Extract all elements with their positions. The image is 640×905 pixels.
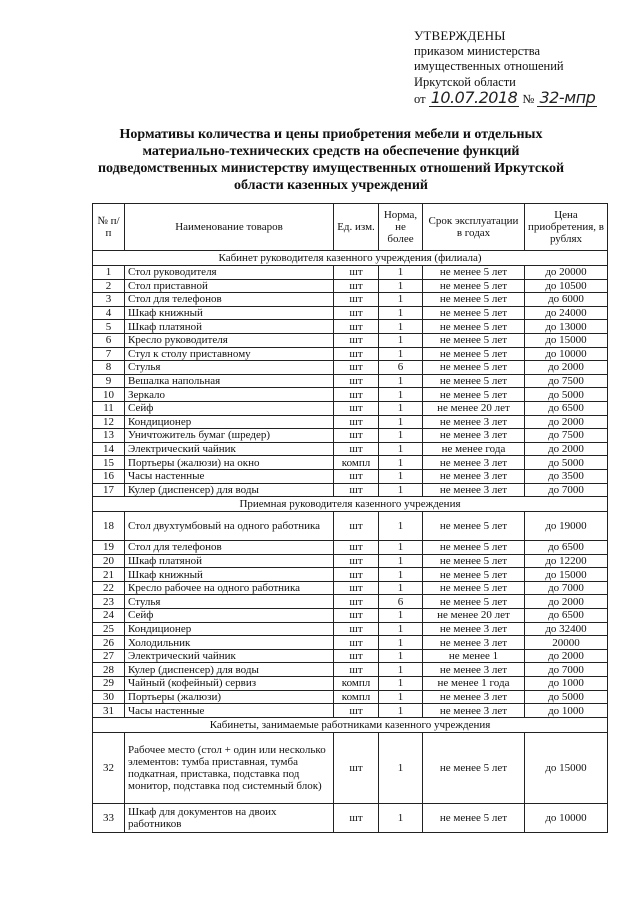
cell-number: 22 [93, 581, 125, 595]
cell-name: Стулья [125, 361, 334, 375]
cell-price: до 7000 [525, 581, 608, 595]
cell-norm: 6 [379, 361, 423, 375]
table-row [93, 415, 608, 429]
cell-unit: шт [334, 663, 379, 677]
cell-term: не менее 1 [423, 649, 525, 663]
cell-number: 31 [93, 704, 125, 718]
table-row [93, 704, 608, 718]
cell-unit: шт [334, 568, 379, 582]
cell-name: Кулер (диспенсер) для воды [125, 663, 334, 677]
cell-unit: шт [334, 347, 379, 361]
cell-unit: компл [334, 690, 379, 704]
cell-unit: шт [334, 622, 379, 636]
cell-price: до 6500 [525, 401, 608, 415]
cell-name: Часы настенные [125, 704, 334, 718]
table-row [93, 320, 608, 334]
cell-number: 14 [93, 442, 125, 456]
cell-number: 30 [93, 690, 125, 704]
cell-price: до 6500 [525, 541, 608, 555]
approval-line-2: имущественных отношений [414, 59, 564, 73]
cell-number: 28 [93, 663, 125, 677]
document-title: Нормативы количества и цены приобретения мебели и отдельных материально-технических средств на обеспечение функций подведомственных министерству имущественных отношений Иркутской области казенных учреждений [97, 127, 565, 193]
cell-price: до 5000 [525, 388, 608, 402]
cell-name: Кондиционер [125, 622, 334, 636]
table-row [93, 581, 608, 595]
cell-unit: компл [334, 456, 379, 470]
cell-name: Портьеры (жалюзи) [125, 690, 334, 704]
cell-term: не менее 5 лет [423, 266, 525, 280]
table-row [93, 347, 608, 361]
table-row [93, 456, 608, 470]
table-row [93, 541, 608, 555]
cell-term: не менее 3 лет [423, 456, 525, 470]
table-row [93, 512, 608, 541]
cell-price: до 2000 [525, 361, 608, 375]
cell-term: не менее 5 лет [423, 568, 525, 582]
table-row [93, 803, 608, 832]
cell-norm: 6 [379, 595, 423, 609]
cell-norm: 1 [379, 279, 423, 293]
cell-number: 18 [93, 512, 125, 541]
section-row [93, 717, 608, 732]
cell-number: 23 [93, 595, 125, 609]
table-row [93, 266, 608, 280]
table-row [93, 636, 608, 650]
cell-name: Кресло рабочее на одного работника [125, 581, 334, 595]
cell-number: 16 [93, 469, 125, 483]
cell-unit: шт [334, 333, 379, 347]
cell-term: не менее 3 лет [423, 429, 525, 443]
cell-price: до 7000 [525, 663, 608, 677]
cell-number: 10 [93, 388, 125, 402]
cell-name: Сейф [125, 401, 334, 415]
cell-term: не менее 5 лет [423, 732, 525, 803]
cell-unit: шт [334, 636, 379, 650]
cell-term: не менее 3 лет [423, 469, 525, 483]
cell-norm: 1 [379, 442, 423, 456]
table-row [93, 622, 608, 636]
cell-name: Холодильник [125, 636, 334, 650]
cell-term: не менее 20 лет [423, 609, 525, 623]
cell-term: не менее 3 лет [423, 636, 525, 650]
header-name: Наименование товаров [125, 204, 334, 251]
cell-name: Стол руководителя [125, 266, 334, 280]
cell-price: до 15000 [525, 333, 608, 347]
table-row [93, 609, 608, 623]
cell-name: Электрический чайник [125, 442, 334, 456]
cell-unit: шт [334, 581, 379, 595]
cell-number: 6 [93, 333, 125, 347]
cell-unit: шт [334, 541, 379, 555]
cell-name: Шкаф платяной [125, 554, 334, 568]
cell-price: до 32400 [525, 622, 608, 636]
cell-number: 25 [93, 622, 125, 636]
cell-term: не менее 5 лет [423, 554, 525, 568]
cell-norm: 1 [379, 581, 423, 595]
date-prefix: от [414, 92, 426, 106]
cell-name: Стол для телефонов [125, 541, 334, 555]
cell-unit: шт [334, 388, 379, 402]
table-row [93, 361, 608, 375]
cell-name: Рабочее место (стол + один или несколько элементов: тумба приставная, тумба подкатная, приставка, подставка под монитор, подставка под системный блок) [125, 732, 334, 803]
cell-name: Сейф [125, 609, 334, 623]
cell-price: до 7000 [525, 483, 608, 497]
cell-unit: шт [334, 483, 379, 497]
cell-unit: шт [334, 469, 379, 483]
cell-norm: 1 [379, 415, 423, 429]
cell-term: не менее 3 лет [423, 415, 525, 429]
cell-norm: 1 [379, 732, 423, 803]
handwritten-number: 32-мпр [539, 88, 596, 107]
approval-block [414, 28, 614, 108]
cell-price: до 7500 [525, 429, 608, 443]
cell-norm: 1 [379, 456, 423, 470]
cell-price: до 6500 [525, 609, 608, 623]
cell-price: 20000 [525, 636, 608, 650]
cell-price: до 10000 [525, 803, 608, 832]
cell-price: до 3500 [525, 469, 608, 483]
table-row [93, 306, 608, 320]
cell-term: не менее года [423, 442, 525, 456]
cell-unit: шт [334, 415, 379, 429]
cell-name: Чайный (кофейный) сервиз [125, 677, 334, 691]
cell-number: 13 [93, 429, 125, 443]
header-number: № п/п [93, 204, 125, 251]
cell-name: Уничтожитель бумаг (шредер) [125, 429, 334, 443]
cell-price: до 2000 [525, 442, 608, 456]
cell-number: 19 [93, 541, 125, 555]
table-header-row [93, 204, 608, 251]
cell-number: 20 [93, 554, 125, 568]
cell-number: 21 [93, 568, 125, 582]
cell-number: 32 [93, 732, 125, 803]
approval-line-3: Иркутской области [414, 74, 516, 89]
table-row [93, 442, 608, 456]
cell-term: не менее 3 лет [423, 483, 525, 497]
cell-number: 8 [93, 361, 125, 375]
cell-price: до 10500 [525, 279, 608, 293]
cell-number: 33 [93, 803, 125, 832]
cell-price: до 13000 [525, 320, 608, 334]
cell-term: не менее 1 года [423, 677, 525, 691]
section-row [93, 251, 608, 266]
table-row [93, 401, 608, 415]
cell-unit: шт [334, 293, 379, 307]
cell-number: 26 [93, 636, 125, 650]
cell-name: Стул к столу приставному [125, 347, 334, 361]
cell-unit: шт [334, 429, 379, 443]
cell-term: не менее 5 лет [423, 595, 525, 609]
cell-norm: 1 [379, 333, 423, 347]
header-term: Срок эксплуатации в годах [423, 204, 525, 251]
cell-unit: шт [334, 732, 379, 803]
cell-norm: 1 [379, 388, 423, 402]
cell-price: до 24000 [525, 306, 608, 320]
cell-unit: шт [334, 704, 379, 718]
cell-norm: 1 [379, 554, 423, 568]
cell-number: 27 [93, 649, 125, 663]
cell-price: до 5000 [525, 690, 608, 704]
cell-term: не менее 5 лет [423, 541, 525, 555]
cell-norm: 1 [379, 704, 423, 718]
handwritten-date: 10.07.2018 [430, 88, 518, 107]
cell-term: не менее 3 лет [423, 622, 525, 636]
cell-norm: 1 [379, 568, 423, 582]
cell-number: 9 [93, 374, 125, 388]
cell-norm: 1 [379, 609, 423, 623]
cell-name: Кулер (диспенсер) для воды [125, 483, 334, 497]
cell-price: до 19000 [525, 512, 608, 541]
cell-term: не менее 5 лет [423, 388, 525, 402]
cell-unit: шт [334, 649, 379, 663]
table-row [93, 663, 608, 677]
table-row [93, 279, 608, 293]
section-title: Кабинет руководителя казенного учреждения (филиала) [93, 251, 608, 266]
cell-name: Электрический чайник [125, 649, 334, 663]
table-row [93, 333, 608, 347]
table-row [93, 388, 608, 402]
cell-price: до 15000 [525, 732, 608, 803]
table-row [93, 469, 608, 483]
cell-term: не менее 5 лет [423, 361, 525, 375]
cell-norm: 1 [379, 690, 423, 704]
cell-norm: 1 [379, 636, 423, 650]
cell-norm: 1 [379, 320, 423, 334]
cell-name: Шкаф книжный [125, 306, 334, 320]
header-norm: Норма, не более [379, 204, 423, 251]
cell-number: 17 [93, 483, 125, 497]
cell-norm: 1 [379, 622, 423, 636]
cell-price: до 7500 [525, 374, 608, 388]
cell-norm: 1 [379, 663, 423, 677]
cell-name: Шкаф платяной [125, 320, 334, 334]
cell-norm: 1 [379, 293, 423, 307]
cell-price: до 1000 [525, 677, 608, 691]
table-row [93, 568, 608, 582]
cell-number: 29 [93, 677, 125, 691]
cell-term: не менее 5 лет [423, 333, 525, 347]
cell-name: Вешалка напольная [125, 374, 334, 388]
approval-date-line [414, 90, 614, 108]
approval-heading: УТВЕРЖДЕНЫ [414, 28, 506, 43]
cell-norm: 1 [379, 803, 423, 832]
cell-name: Стол для телефонов [125, 293, 334, 307]
cell-number: 2 [93, 279, 125, 293]
cell-norm: 1 [379, 401, 423, 415]
cell-unit: шт [334, 266, 379, 280]
cell-name: Зеркало [125, 388, 334, 402]
cell-name: Часы настенные [125, 469, 334, 483]
number-prefix: № [522, 92, 535, 106]
header-unit: Ед. изм. [334, 204, 379, 251]
cell-term: не менее 3 лет [423, 704, 525, 718]
cell-term: не менее 5 лет [423, 374, 525, 388]
cell-number: 12 [93, 415, 125, 429]
table-row [93, 429, 608, 443]
cell-norm: 1 [379, 469, 423, 483]
cell-unit: шт [334, 554, 379, 568]
cell-norm: 1 [379, 429, 423, 443]
cell-price: до 2000 [525, 595, 608, 609]
cell-number: 4 [93, 306, 125, 320]
cell-name: Шкаф книжный [125, 568, 334, 582]
cell-unit: шт [334, 442, 379, 456]
cell-name: Шкаф для документов на двоих работников [125, 803, 334, 832]
cell-unit: шт [334, 279, 379, 293]
cell-term: не менее 5 лет [423, 306, 525, 320]
cell-number: 3 [93, 293, 125, 307]
table-row [93, 374, 608, 388]
cell-norm: 1 [379, 266, 423, 280]
cell-unit: шт [334, 361, 379, 375]
cell-term: не менее 5 лет [423, 279, 525, 293]
table-row [93, 732, 608, 803]
cell-norm: 1 [379, 374, 423, 388]
cell-price: до 5000 [525, 456, 608, 470]
cell-unit: шт [334, 609, 379, 623]
table-row [93, 293, 608, 307]
cell-term: не менее 3 лет [423, 690, 525, 704]
table-row [93, 677, 608, 691]
cell-number: 5 [93, 320, 125, 334]
cell-name: Кресло руководителя [125, 333, 334, 347]
table-row [93, 649, 608, 663]
cell-name: Портьеры (жалюзи) на окно [125, 456, 334, 470]
table-row [93, 554, 608, 568]
approval-line-1: приказом министерства [414, 43, 541, 58]
cell-unit: компл [334, 677, 379, 691]
cell-name: Кондиционер [125, 415, 334, 429]
cell-name: Стулья [125, 595, 334, 609]
cell-price: до 15000 [525, 568, 608, 582]
cell-unit: шт [334, 320, 379, 334]
table-body [93, 251, 608, 833]
cell-norm: 1 [379, 649, 423, 663]
cell-term: не менее 5 лет [423, 293, 525, 307]
cell-price: до 6000 [525, 293, 608, 307]
cell-number: 1 [93, 266, 125, 280]
cell-price: до 1000 [525, 704, 608, 718]
cell-term: не менее 3 лет [423, 663, 525, 677]
cell-term: не менее 20 лет [423, 401, 525, 415]
cell-price: до 2000 [525, 415, 608, 429]
cell-unit: шт [334, 803, 379, 832]
section-title: Приемная руководителя казенного учреждения [93, 497, 608, 512]
cell-price: до 20000 [525, 266, 608, 280]
cell-unit: шт [334, 595, 379, 609]
cell-number: 24 [93, 609, 125, 623]
header-price: Цена приобретения, в рублях [525, 204, 608, 251]
cell-price: до 2000 [525, 649, 608, 663]
cell-unit: шт [334, 306, 379, 320]
cell-term: не менее 5 лет [423, 581, 525, 595]
cell-number: 7 [93, 347, 125, 361]
cell-term: не менее 5 лет [423, 512, 525, 541]
cell-norm: 1 [379, 677, 423, 691]
table-row [93, 595, 608, 609]
table-row [93, 690, 608, 704]
cell-term: не менее 5 лет [423, 320, 525, 334]
cell-norm: 1 [379, 512, 423, 541]
section-title: Кабинеты, занимаемые работниками казенного учреждения [93, 717, 608, 732]
cell-unit: шт [334, 401, 379, 415]
cell-norm: 1 [379, 306, 423, 320]
cell-number: 11 [93, 401, 125, 415]
cell-norm: 1 [379, 347, 423, 361]
cell-norm: 1 [379, 483, 423, 497]
cell-unit: шт [334, 374, 379, 388]
cell-norm: 1 [379, 541, 423, 555]
cell-name: Стол двухтумбовый на одного работника [125, 512, 334, 541]
table-row [93, 483, 608, 497]
cell-term: не менее 5 лет [423, 803, 525, 832]
cell-name: Стол приставной [125, 279, 334, 293]
norms-table [92, 203, 608, 833]
cell-term: не менее 5 лет [423, 347, 525, 361]
cell-unit: шт [334, 512, 379, 541]
cell-number: 15 [93, 456, 125, 470]
section-row [93, 497, 608, 512]
cell-price: до 10000 [525, 347, 608, 361]
cell-price: до 12200 [525, 554, 608, 568]
